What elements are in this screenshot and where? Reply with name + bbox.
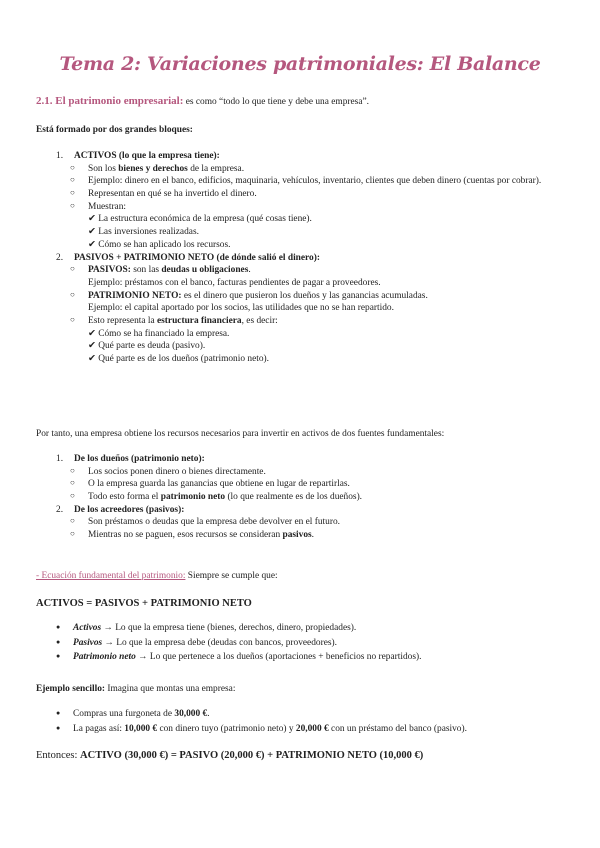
list-item: ○ Esto representa la estructura financiera, es decir: ✔ Cómo se ha financiado la empresa. ✔ Qué parte es deuda (pasivo). ✔ Qué parte es de los dueños (patrimonio neto). (70, 315, 580, 366)
check-item: ✔ Cómo se ha financiado la empresa. (88, 328, 230, 339)
list-item: ○ Representan en qué se ha invertido el dinero. (70, 188, 580, 201)
ecuacion-heading: - Ecuación fundamental del patrimonio: Siempre se cumple que: (36, 571, 278, 581)
list-item: ○ PATRIMONIO NETO: es el dinero que pusieron los dueños y las ganancias acumuladas. Ejemplo: el capital aportado por los socios, las utilidades que no se han repartido. (70, 290, 580, 315)
list-item: ● Compras una furgoneta de 30,000 €. (56, 708, 580, 721)
list-item: ○ PASIVOS: son las deudas u obligaciones. Ejemplo: préstamos con el banco, facturas pendientes de pagar a proveedores. (70, 264, 580, 289)
list-item: ○ Todo esto forma el patrimonio neto (lo que realmente es de los dueños). (70, 491, 580, 504)
list-item: ○ Mientras no se paguen, esos recursos se consideran pasivos. (70, 529, 580, 542)
page-title: Tema 2: Variaciones patrimoniales: El Balance (59, 53, 541, 75)
list-item: ○ Los socios ponen dinero o bienes directamente. (70, 466, 580, 479)
list-item-acreedores: 2. De los acreedores (pasivos): ○ Son préstamos o deudas que la empresa debe devolver en el futuro. ○ Mientras no se paguen, esos recursos se consideran pasivos. (36, 504, 580, 542)
fuentes-paragraph: Por tanto, una empresa obtiene los recursos necesarios para invertir en activos de dos fuentes fundamentales: (36, 429, 445, 439)
list-item: ● La pagas así: 10,000 € con dinero tuyo (patrimonio neto) y 20,000 € con un préstamo del banco (pasivo). (56, 723, 580, 736)
intro-paragraph: Está formado por dos grandes bloques: (36, 125, 193, 135)
list-item: ○ Son los bienes y derechos de la empresa. (70, 163, 580, 176)
ecuacion-list (36, 622, 580, 666)
check-item: ✔ La estructura económica de la empresa (qué cosas tiene). (88, 214, 312, 225)
ecuacion-formula: ACTIVOS = PASIVOS + PATRIMONIO NETO (36, 598, 252, 609)
list-item-activos: 1. ACTIVOS (lo que la empresa tiene): ○ Son los bienes y derechos de la empresa. ○ Ejemplo: dinero en el banco, edificios, maquinaria, vehículos, inventario, clientes que deben dinero (cuentas por cobrar). ○ Representan en qué se ha invertido el dinero. ○ Muestran: ✔ La estructura económica de la empresa (qué cosas tiene). ✔ Las inversiones realizadas. ✔ Cómo se han aplicado los recursos. (36, 150, 580, 252)
check-item: ✔ Las inversiones realizadas. (88, 227, 199, 238)
list-item: ● Pasivos → Lo que la empresa debe (deudas con bancos, proveedores). (56, 637, 580, 650)
blocks-list (36, 150, 580, 366)
check-item: ✔ Qué parte es de los dueños (patrimonio neto). (88, 354, 269, 364)
ejemplo-list (36, 708, 580, 737)
section-definition: es como “todo lo que tiene y debe una empresa”. (183, 97, 369, 107)
ejemplo-heading: Ejemplo sencillo: Imagina que montas una empresa: (36, 684, 236, 694)
check-item: ✔ Qué parte es deuda (pasivo). (88, 341, 206, 352)
fuentes-list (36, 453, 580, 542)
list-item-duenos: 1. De los dueños (patrimonio neto): ○ Los socios ponen dinero o bienes directamente. ○ O la empresa guarda las ganancias que obtiene en lugar de repartirlas. ○ Todo esto forma el patrimonio neto (lo que realmente es de los dueños). (36, 453, 580, 504)
section-heading: 2.1. El patrimonio empresarial: (36, 95, 184, 107)
pasivos-heading: PASIVOS + PATRIMONIO NETO (de dónde salió el dinero): (74, 252, 320, 263)
list-item-pasivos: 2. PASIVOS + PATRIMONIO NETO (de dónde salió el dinero): ○ PASIVOS: son las deudas u obligaciones. Ejemplo: préstamos con el banco, facturas pendientes de pagar a proveedores. ○ PATRIMONIO NETO: es el dinero que pusieron los dueños y las ganancias acumuladas. Ejemplo: el capital aportado por los socios, las utilidades que no se han repartido. ○ Esto representa la estructura financiera, es decir: ✔ Cómo se ha financiado la empresa. ✔ Qué parte es deuda (pasivo). ✔ Qué parte es de los dueños (patrimonio neto). (36, 252, 580, 366)
list-item: ○ O la empresa guarda las ganancias que obtiene en lugar de repartirlas. (70, 478, 580, 491)
check-item: ✔ Cómo se han aplicado los recursos. (88, 239, 231, 250)
list-item: ● Patrimonio neto → Lo que pertenece a los dueños (aportaciones + beneficios no repartidos). (56, 651, 580, 664)
section-2-1 (36, 94, 580, 109)
list-item: ○ Ejemplo: dinero en el banco, edificios, maquinaria, vehículos, inventario, clientes que deben dinero (cuentas por cobrar). (70, 175, 580, 188)
list-item: ● Activos → Lo que la empresa tiene (bienes, derechos, dinero, propiedades). (56, 622, 580, 635)
list-item: ○ Son préstamos o deudas que la empresa debe devolver en el futuro. (70, 516, 580, 529)
activos-heading: ACTIVOS (lo que la empresa tiene): (74, 151, 220, 161)
list-item: ○ Muestran: ✔ La estructura económica de la empresa (qué cosas tiene). ✔ Las inversiones realizadas. ✔ Cómo se han aplicado los recursos. (70, 201, 580, 252)
ejemplo-result: Entonces: ACTIVO (30,000 €) = PASIVO (20,000 €) + PATRIMONIO NETO (10,000 €) (36, 750, 424, 761)
ecuacion-link[interactable]: - Ecuación fundamental del patrimonio: (36, 571, 186, 581)
